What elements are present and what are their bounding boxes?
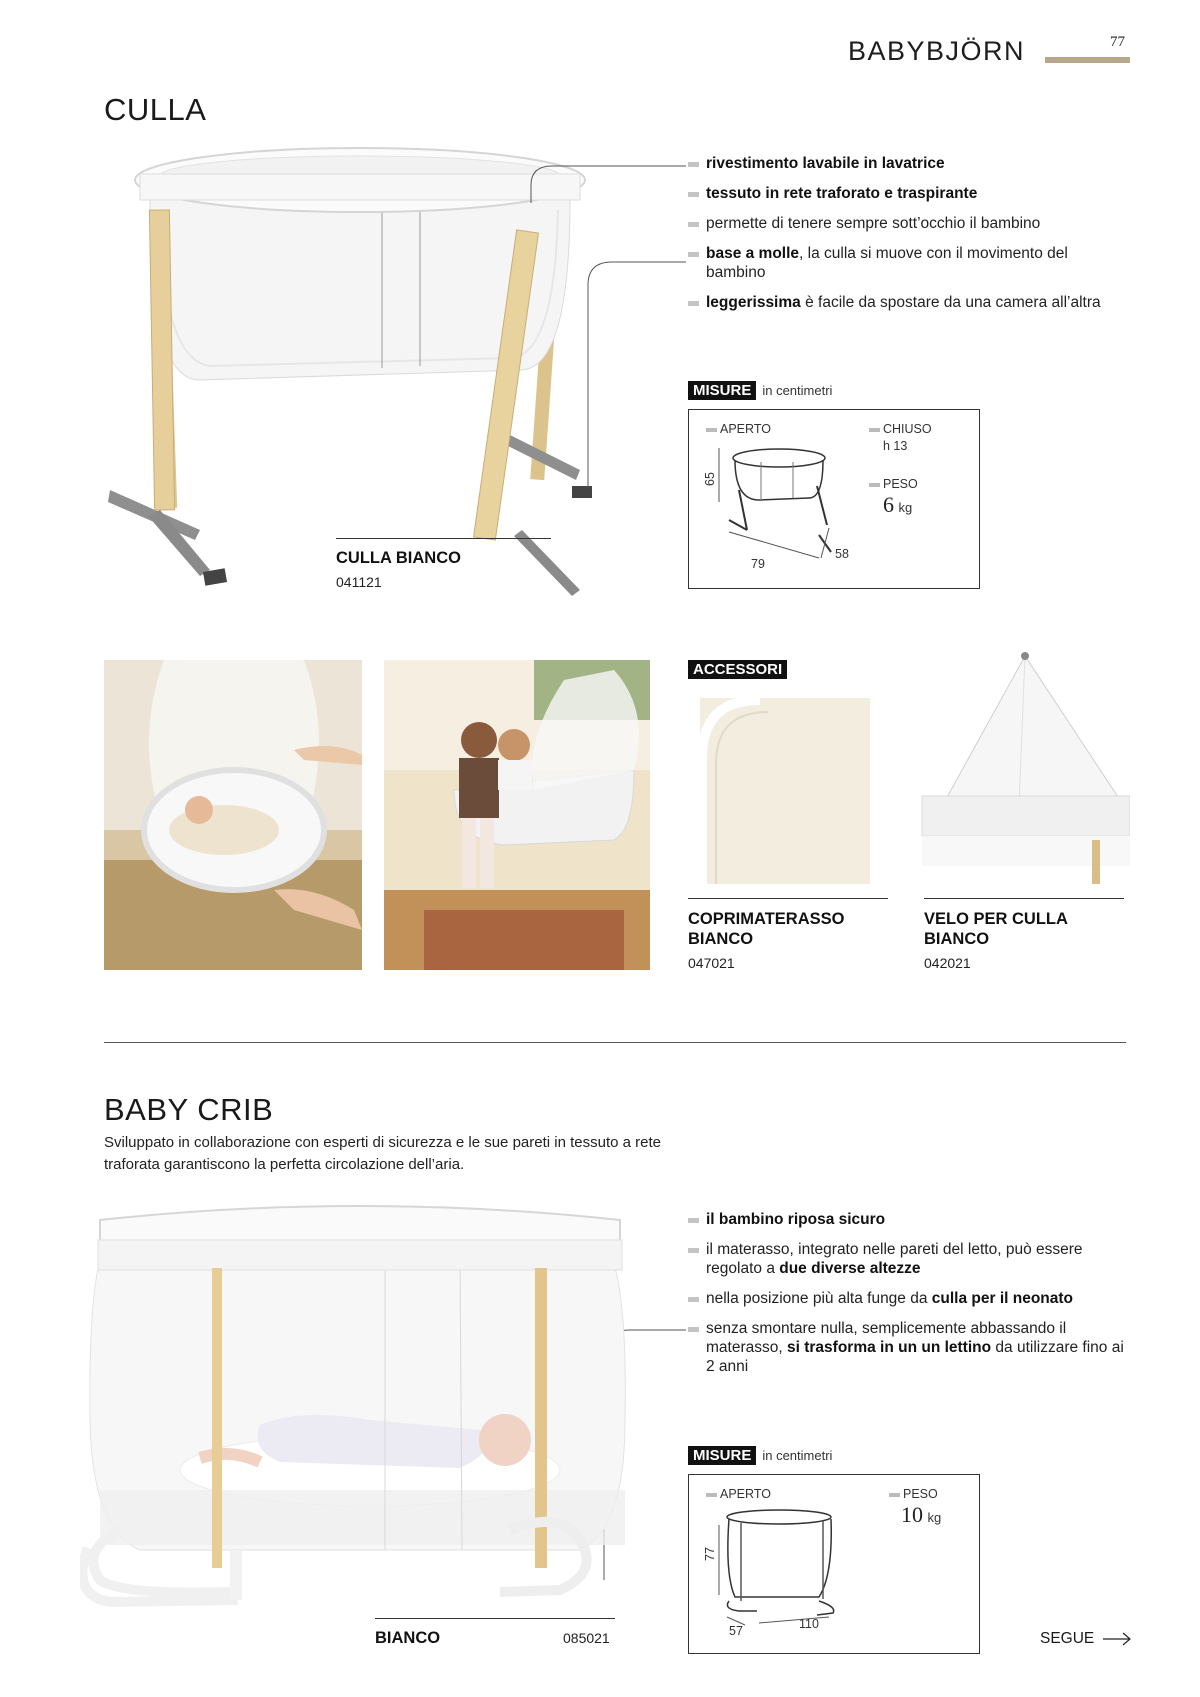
weight-readout bbox=[901, 1502, 941, 1528]
crib-dimensions-box bbox=[688, 1474, 980, 1654]
accessory-name-line2: BIANCO bbox=[924, 930, 990, 948]
height-dimension: 65 bbox=[702, 472, 717, 486]
next-label: SEGUE bbox=[1040, 1630, 1095, 1647]
brand-accent-rule bbox=[1045, 57, 1130, 63]
culla-feature: base a molle, la culla si muove con il movimento del bambino bbox=[688, 244, 1128, 282]
measures-label: MISURE bbox=[688, 381, 756, 400]
crib-feature: il materasso, integrato nelle pareti del letto, può essere regolato a due diverse altezze bbox=[688, 1240, 1128, 1278]
crib-product-image bbox=[80, 1200, 650, 1630]
crib-line-drawing bbox=[699, 1505, 869, 1635]
weight-readout bbox=[883, 492, 912, 518]
accessories-label: ACCESSORI bbox=[688, 660, 787, 679]
product-rule bbox=[375, 1618, 615, 1619]
width-dimension: 57 bbox=[729, 1624, 743, 1638]
length-dimension: 79 bbox=[751, 557, 765, 571]
length-dimension: 110 bbox=[799, 1617, 819, 1631]
weight-label: PESO bbox=[869, 477, 918, 491]
weight-unit: kg bbox=[927, 1510, 942, 1525]
culla-feature: tessuto in rete traforato e traspirante bbox=[688, 184, 1128, 203]
culla-product-code: 041121 bbox=[336, 574, 382, 590]
arrow-right-icon bbox=[1103, 1632, 1133, 1646]
crib-title: BABY CRIB bbox=[104, 1092, 274, 1127]
width-dimension: 58 bbox=[835, 547, 849, 561]
culla-feature: leggerissima è facile da spostare da una camera all’altra bbox=[688, 293, 1128, 312]
cradle-veil-image bbox=[920, 650, 1130, 884]
culla-product-name: CULLA BIANCO bbox=[336, 549, 461, 567]
height-dimension: 77 bbox=[702, 1547, 717, 1561]
culla-product-image bbox=[100, 130, 660, 650]
crib-description-line: Sviluppato in collaborazione con esperti di sicurezza e le sue pareti in tessuto a rete bbox=[104, 1134, 661, 1151]
accessory-name-line1: VELO PER CULLA bbox=[924, 910, 1068, 928]
measures-note: in centimetri bbox=[762, 1448, 833, 1463]
measures-note: in centimetri bbox=[762, 383, 833, 398]
culla-feature-list bbox=[688, 154, 1128, 323]
section-divider bbox=[104, 1042, 1126, 1043]
accessory-name-line1: COPRIMATERASSO bbox=[688, 910, 845, 928]
crib-measures-heading bbox=[688, 1446, 832, 1465]
weight-unit: kg bbox=[898, 500, 913, 515]
accessory-code: 042021 bbox=[924, 955, 971, 971]
crib-description-line: traforata garantiscono la perfetta circolazione dell’aria. bbox=[104, 1156, 465, 1173]
weight-value: 10 bbox=[901, 1502, 923, 1527]
accessory-code: 047021 bbox=[688, 955, 735, 971]
open-label: APERTO bbox=[706, 422, 771, 436]
accessories-heading bbox=[688, 660, 787, 679]
crib-product-code: 085021 bbox=[563, 1630, 610, 1646]
closed-height: h 13 bbox=[883, 439, 908, 453]
closed-label: CHIUSO bbox=[869, 422, 932, 436]
culla-dimensions-box bbox=[688, 409, 980, 589]
crib-feature: nella posizione più alta funge da culla per il neonato bbox=[688, 1289, 1128, 1308]
crib-feature-list bbox=[688, 1210, 1128, 1387]
weight-label: PESO bbox=[889, 1487, 938, 1501]
brand-name: BABYBJÖRN bbox=[848, 36, 1026, 66]
weight-value: 6 bbox=[883, 492, 894, 517]
crib-feature: senza smontare nulla, semplicemente abbassando il materasso, si trasforma in un un lettino da utilizzare fino ai 2 anni bbox=[688, 1319, 1128, 1376]
accessory-rule bbox=[924, 898, 1124, 899]
product-rule bbox=[336, 538, 551, 539]
culla-measures-heading bbox=[688, 381, 832, 400]
culla-title: CULLA bbox=[104, 92, 207, 127]
lifestyle-photo-children bbox=[384, 660, 650, 970]
page-number: 77 bbox=[1110, 34, 1125, 50]
mattress-cover-image bbox=[700, 698, 870, 884]
crib-feature: il bambino riposa sicuro bbox=[688, 1210, 1128, 1229]
accessory-name-line2: BIANCO bbox=[688, 930, 754, 948]
lifestyle-photo-baby bbox=[104, 660, 362, 970]
measures-label: MISURE bbox=[688, 1446, 756, 1465]
accessory-rule bbox=[688, 898, 888, 899]
open-label: APERTO bbox=[706, 1487, 771, 1501]
culla-feature: rivestimento lavabile in lavatrice bbox=[688, 154, 1128, 173]
next-page-link[interactable] bbox=[1040, 1630, 1133, 1648]
culla-feature: permette di tenere sempre sott’occhio il bambino bbox=[688, 214, 1128, 233]
crib-product-name: BIANCO bbox=[375, 1629, 441, 1647]
